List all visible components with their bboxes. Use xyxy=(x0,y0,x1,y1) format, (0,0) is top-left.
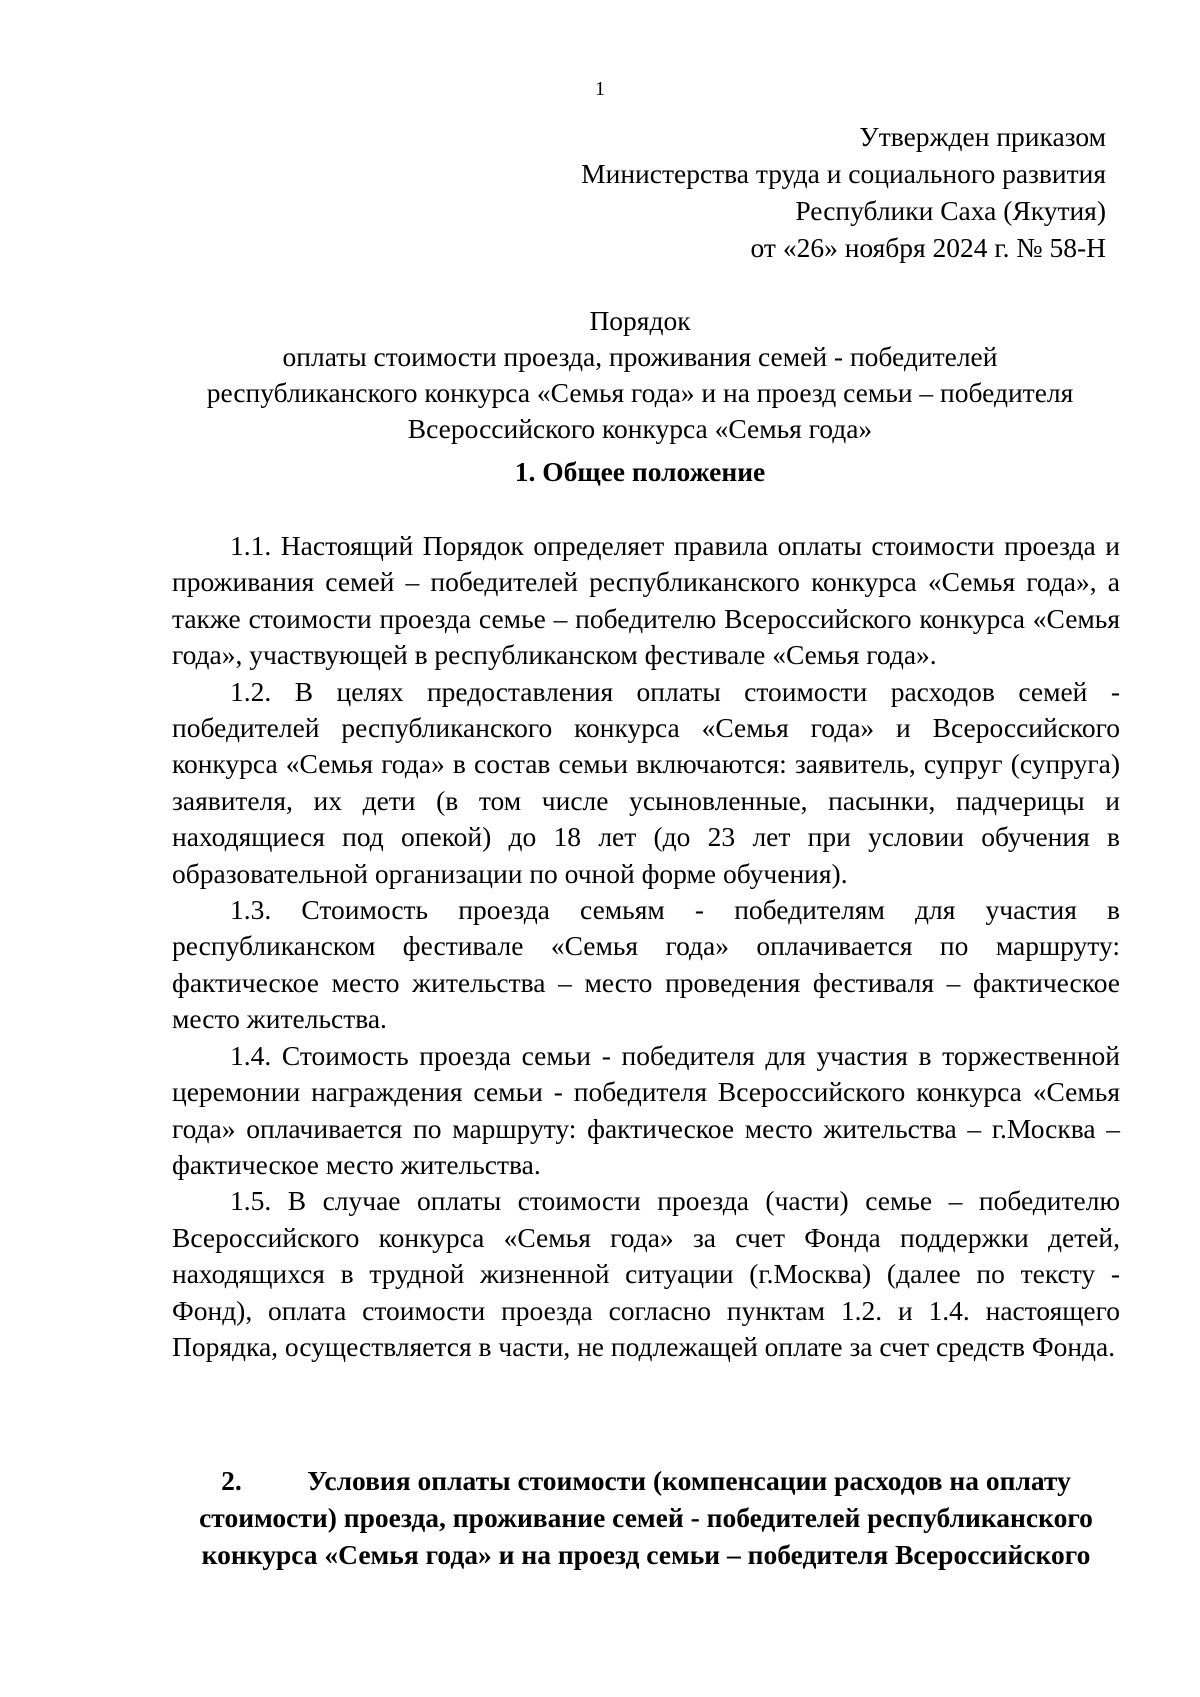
paragraph-1-1: 1.1. Настоящий Порядок определяет правила оплаты стоимости проезда и проживания семей – победителей республиканского конкурса «Семья года», а также стоимости проезда семье – победителю Всероссийского конкурса «Семья года», участвующей в республиканском фестивале «Семья года». xyxy=(172,530,1120,671)
document-title xyxy=(160,303,1120,447)
approval-line: Утвержден приказом xyxy=(859,121,1106,152)
section-2-heading xyxy=(172,1462,1120,1573)
section-2-number: 2. xyxy=(221,1465,242,1496)
section-2-heading-text: Условия оплаты стоимости (компенсации расходов на оплату стоимости) проезда, проживание семей - победителей республиканского конкурса «Семья года» и на проезд семьи – победителя Всероссийского xyxy=(199,1465,1093,1570)
title-line: Всероссийского конкурса «Семья года» xyxy=(407,413,873,444)
title-line: республиканского конкурса «Семья года» и на проезд семьи – победителя xyxy=(206,377,1074,408)
approval-line: Министерства труда и социального развития xyxy=(581,158,1106,189)
approval-block xyxy=(581,118,1106,266)
paragraph-1-2: 1.2. В целях предоставления оплаты стоимости расходов семей - победителей республиканского конкурса «Семья года» и Всероссийского конкурса «Семья года» в состав семьи включаются: заявитель, супруг (супруга) заявителя, их дети (в том числе усыновленные, пасынки, падчерицы и находящиеся под опекой) до 18 лет (до 23 лет при условии обучения в образовательной организации по очной форме обучения). xyxy=(172,675,1120,889)
section-1-heading: 1. Общее положение xyxy=(514,456,766,487)
paragraph-1-3: 1.3. Стоимость проезда семьям - победителям для участия в республиканском фестивале «Семья года» оплачивается по маршруту: фактическое место жительства – место проведения фестиваля – фактическое место жительства. xyxy=(172,894,1120,1035)
section-1-body xyxy=(172,528,1120,1365)
title-line: оплаты стоимости проезда, проживания семей - победителей xyxy=(282,341,998,372)
approval-date-line: от «26» ноября 2024 г. № 58-Н xyxy=(750,232,1106,263)
page-number: 1 xyxy=(595,78,605,100)
paragraph-1-5: 1.5. В случае оплаты стоимости проезда (части) семье – победителю Всероссийского конкурса «Семья года» за счет Фонда поддержки детей, находящихся в трудной жизненной ситуации (г.Москва) (далее по тексту - Фонд), оплата стоимости проезда согласно пунктам 1.2. и 1.4. настоящего Порядка, осуществляется в части, не подлежащей оплате за счет средств Фонда. xyxy=(172,1185,1120,1362)
paragraph-1-4: 1.4. Стоимость проезда семьи - победителя для участия в торжественной церемонии награждения семьи - победителя Всероссийского конкурса «Семья года» оплачивается по маршруту: фактическое место жительства – г.Москва – фактическое место жительства. xyxy=(172,1039,1120,1180)
title-line: Порядок xyxy=(589,305,691,336)
approval-line: Республики Саха (Якутия) xyxy=(795,195,1106,226)
